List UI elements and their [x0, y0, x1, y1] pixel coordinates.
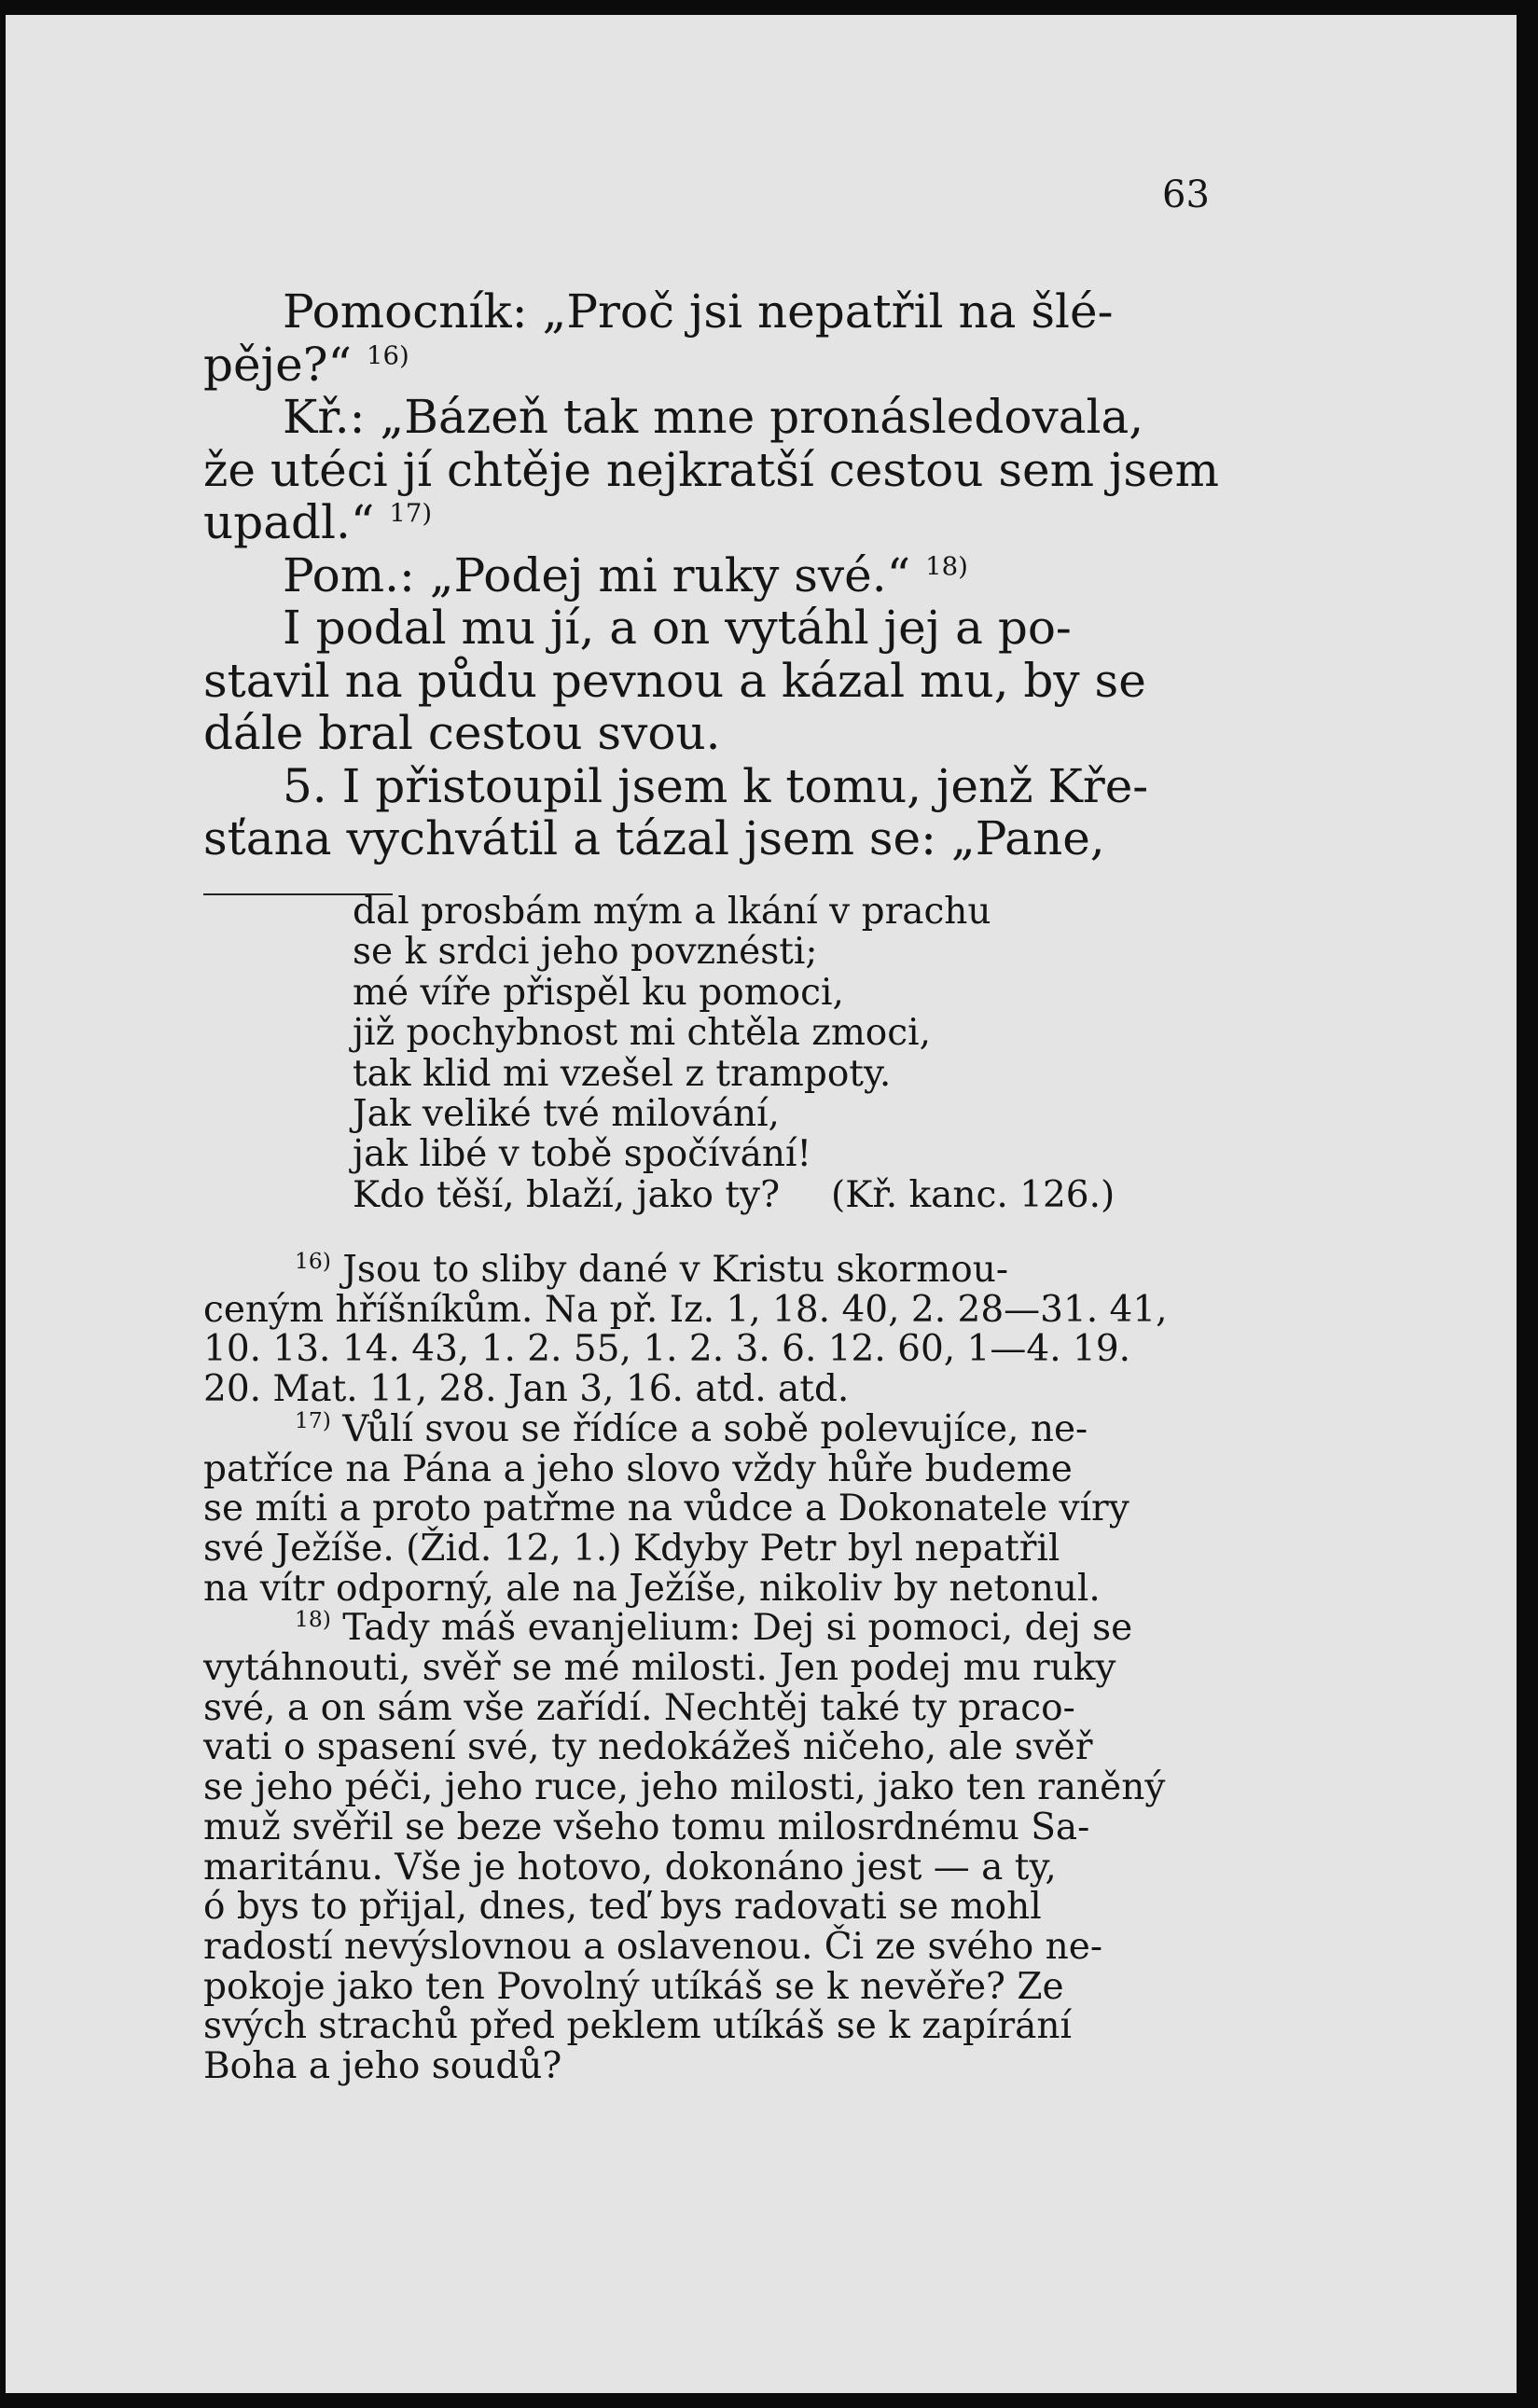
text-line: stavil na půdu pevnou a kázal mu, by se	[203, 653, 1146, 708]
poem-line: se k srdci jeho povznésti;	[353, 931, 818, 974]
poem-line: tak klid mi vzešel z trampoty.	[353, 1052, 892, 1095]
book-page	[6, 15, 1517, 2393]
text-line: Pom.: „Podej mi ruky své.“ $^{18)}$	[283, 547, 968, 602]
footnote-line: se jeho péči, jeho ruce, jeho milosti, jako ten raněný	[203, 1766, 1166, 1809]
footnote-line: své Ježíše. (Žid. 12, 1.) Kdyby Petr byl nepatřil	[203, 1527, 1060, 1570]
page-number: 63	[1162, 173, 1210, 216]
footnote-line: $^{16)}$ Jsou to sliby dané v Kristu skormou-	[295, 1248, 1009, 1291]
text-line: pěje?“ $^{16)}$	[203, 337, 409, 392]
text-line: že utéci jí chtěje nejkratší cestou sem jsem	[203, 442, 1220, 497]
main-text	[203, 284, 1220, 865]
poem-quote	[353, 892, 1239, 1215]
footnotes	[203, 1248, 1207, 2088]
footnote-ref: 18)	[925, 550, 968, 581]
text-line: sťana vychvátil a tázal jsem se: „Pane,	[203, 811, 1105, 865]
footnote-ref: 17)	[389, 498, 433, 529]
footnote-line: $^{18)}$ Tady máš evanjelium: Dej si pomoci, dej se	[295, 1606, 1133, 1650]
footnote-line: své, a on sám vše zařídí. Nechtěj také ty praco-	[203, 1686, 1075, 1729]
poem-line: jak libé v tobě spočívání!	[353, 1133, 812, 1176]
footnote-line: ceným hříšníkům. Na př. Iz. 1, 18. 40, 2. 28—31. 41,	[203, 1288, 1168, 1331]
text-line: Pomocník: „Proč jsi nepatřil na šlé-	[283, 284, 1114, 339]
text-line: I podal mu jí, a on vytáhl jej a po-	[283, 601, 1072, 655]
footnote-line: radostí nevýslovnou a oslavenou. Či ze svého ne-	[203, 1925, 1102, 1968]
footnote-mark: 17)	[295, 1406, 331, 1433]
text-line: upadl.“ $^{17)}$	[203, 495, 433, 549]
footnote-line: Boha a jeho soudů?	[203, 2045, 562, 2088]
text-line: dále bral cestou svou.	[203, 706, 721, 760]
footnote-line: $^{17)}$ Vůlí svou se řídíce a sobě polevujíce, ne-	[295, 1406, 1088, 1450]
poem-line: mé víře přispěl ku pomoci,	[353, 971, 844, 1014]
text-line: 5. I přistoupil jsem k tomu, jenž Kře-	[283, 758, 1149, 813]
footnote-line: pokoje jako ten Povolný utíkáš se k nevěře? Ze	[203, 1965, 1064, 2008]
footnote-line: 20. Mat. 11, 28. Jan 3, 16. atd. atd.	[203, 1368, 850, 1411]
footnote-mark: 16)	[295, 1248, 331, 1274]
footnote-mark: 18)	[295, 1606, 331, 1633]
footnote-line: maritánu. Vše je hotovo, dokonáno jest — a ty,	[203, 1846, 1057, 1889]
footnote-ref: 16)	[366, 339, 409, 370]
footnote-line: vati o spasení své, ty nedokážeš ničeho, ale svěř	[203, 1726, 1093, 1769]
footnote-line: ó bys to přijal, dnes, teď bys radovati se mohl	[203, 1886, 1042, 1929]
text-line: Kř.: „Bázeň tak mne pronásledovala,	[283, 390, 1144, 444]
footnote-line: patříce na Pána a jeho slovo vždy hůře budeme	[203, 1447, 1073, 1490]
footnote-line: na vítr odporný, ale na Ježíše, nikoliv by netonul.	[203, 1567, 1101, 1610]
poem-line: dal prosbám mým a lkání v prachu	[353, 891, 991, 933]
footnote-line: se míti a proto patřme na vůdce a Dokonatele víry	[203, 1488, 1129, 1530]
footnote-line: svých strachů před peklem utíkáš se k zapírání	[203, 2005, 1072, 2048]
poem-source: (Kř. kanc. 126.)	[830, 1173, 1115, 1216]
footnote-line: 10. 13. 14. 43, 1. 2. 55, 1. 2. 3. 6. 12. 60, 1—4. 19.	[203, 1328, 1131, 1371]
footnote-line: vytáhnouti, svěř se mé milosti. Jen podej mu ruky	[203, 1647, 1116, 1690]
poem-line: Jak veliké tvé milování,	[353, 1093, 780, 1136]
poem-line: již pochybnost mi chtěla zmoci,	[353, 1012, 932, 1055]
footnote-line: muž svěřil se beze všeho tomu milosrdnému Sa-	[203, 1806, 1090, 1848]
poem-line: Kdo těší, blaží, jako ty? (Kř. kanc. 126.)	[353, 1173, 1115, 1216]
